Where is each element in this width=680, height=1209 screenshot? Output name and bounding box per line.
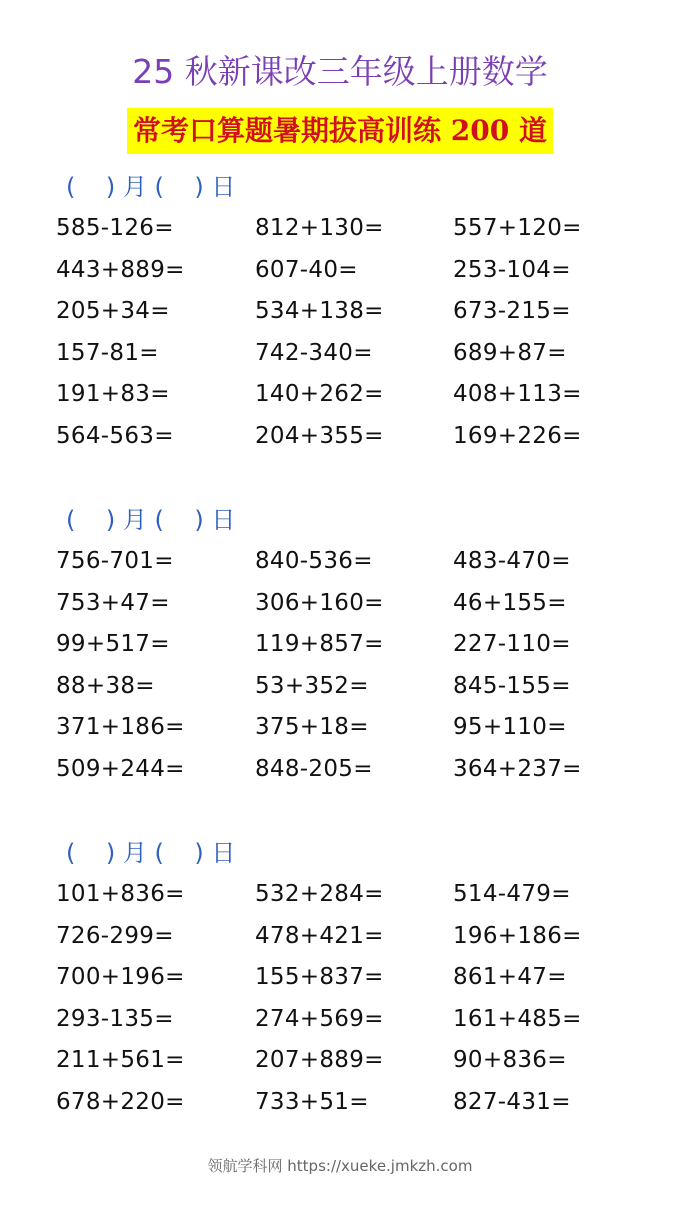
problem-item: 678+220= <box>56 1088 185 1115</box>
problem-item: 95+110= <box>453 714 567 741</box>
worksheet-section-2 <box>56 505 656 795</box>
problem-row <box>56 420 656 462</box>
problem-row <box>56 378 656 420</box>
problem-item: 53+352= <box>255 672 369 699</box>
problem-item: 207+889= <box>255 1047 384 1074</box>
problem-item: 742-340= <box>255 339 373 366</box>
problem-grid <box>56 545 656 795</box>
problem-item: 827-431= <box>453 1088 571 1115</box>
problem-item: 673-215= <box>453 298 571 325</box>
problem-item: 46+155= <box>453 589 567 616</box>
problem-item: 375+18= <box>255 714 369 741</box>
footer-source-link[interactable]: 领航学科网 https://xueke.jmkzh.com <box>207 1157 473 1175</box>
problem-row <box>56 1044 656 1086</box>
problem-row <box>56 1003 656 1045</box>
problem-item: 443+889= <box>56 256 185 283</box>
page-subtitle: 常考口算题暑期拔高训练 200 道 <box>127 108 553 154</box>
problem-item: 253-104= <box>453 256 571 283</box>
date-label: ( ) 月 ( ) 日 <box>66 506 236 534</box>
date-label: ( ) 月 ( ) 日 <box>66 839 236 867</box>
problem-item: 227-110= <box>453 631 571 658</box>
problem-item: 119+857= <box>255 631 384 658</box>
problem-item: 101+836= <box>56 881 185 907</box>
problem-item: 689+87= <box>453 339 567 366</box>
problem-row <box>56 337 656 379</box>
problem-item: 726-299= <box>56 922 174 949</box>
problem-row <box>56 753 656 795</box>
problem-item: 274+569= <box>255 1005 384 1032</box>
problem-row <box>56 587 656 629</box>
problem-item: 564-563= <box>56 422 174 449</box>
problem-item: 534+138= <box>255 298 384 325</box>
problem-row <box>56 711 656 753</box>
problem-item: 90+836= <box>453 1047 567 1074</box>
problem-grid <box>56 878 656 1128</box>
problem-item: 514-479= <box>453 881 571 907</box>
problem-item: 408+113= <box>453 381 582 408</box>
problem-item: 306+160= <box>255 589 384 616</box>
problem-row <box>56 212 656 254</box>
problem-item: 205+34= <box>56 298 170 325</box>
problem-item: 478+421= <box>255 922 384 949</box>
problem-item: 140+262= <box>255 381 384 408</box>
problem-item: 211+561= <box>56 1047 185 1074</box>
problem-row <box>56 628 656 670</box>
problem-row <box>56 254 656 296</box>
worksheet-section-1 <box>56 172 656 462</box>
problem-item: 371+186= <box>56 714 185 741</box>
problem-item: 204+355= <box>255 422 384 449</box>
problem-item: 733+51= <box>255 1088 369 1115</box>
problem-item: 557+120= <box>453 215 582 241</box>
problem-item: 483-470= <box>453 548 571 574</box>
problem-item: 155+837= <box>255 964 384 991</box>
problem-item: 607-40= <box>255 256 358 283</box>
problem-row <box>56 545 656 587</box>
problem-item: 196+186= <box>453 922 582 949</box>
date-label: ( ) 月 ( ) 日 <box>66 173 236 201</box>
problem-row <box>56 961 656 1003</box>
problem-item: 293-135= <box>56 1005 174 1032</box>
problem-item: 861+47= <box>453 964 567 991</box>
problem-row <box>56 295 656 337</box>
problem-item: 848-205= <box>255 755 373 782</box>
problem-item: 700+196= <box>56 964 185 991</box>
problem-item: 845-155= <box>453 672 571 699</box>
problem-item: 157-81= <box>56 339 159 366</box>
problem-row <box>56 920 656 962</box>
problem-item: 161+485= <box>453 1005 582 1032</box>
problem-item: 840-536= <box>255 548 373 574</box>
subtitle-banner <box>0 108 680 154</box>
problem-row <box>56 1086 656 1128</box>
problem-grid <box>56 212 656 462</box>
page-title: 25 秋新课改三年级上册数学 <box>132 52 548 91</box>
problem-item: 753+47= <box>56 589 170 616</box>
problem-item: 756-701= <box>56 548 174 574</box>
problem-item: 509+244= <box>56 755 185 782</box>
problem-item: 191+83= <box>56 381 170 408</box>
problem-item: 812+130= <box>255 215 384 241</box>
problem-item: 88+38= <box>56 672 155 699</box>
problem-item: 585-126= <box>56 215 174 241</box>
problem-row <box>56 670 656 712</box>
problem-item: 532+284= <box>255 881 384 907</box>
problem-item: 169+226= <box>453 422 582 449</box>
problem-item: 99+517= <box>56 631 170 658</box>
problem-item: 364+237= <box>453 755 582 782</box>
problem-row <box>56 878 656 920</box>
worksheet-section-3 <box>56 838 656 1128</box>
